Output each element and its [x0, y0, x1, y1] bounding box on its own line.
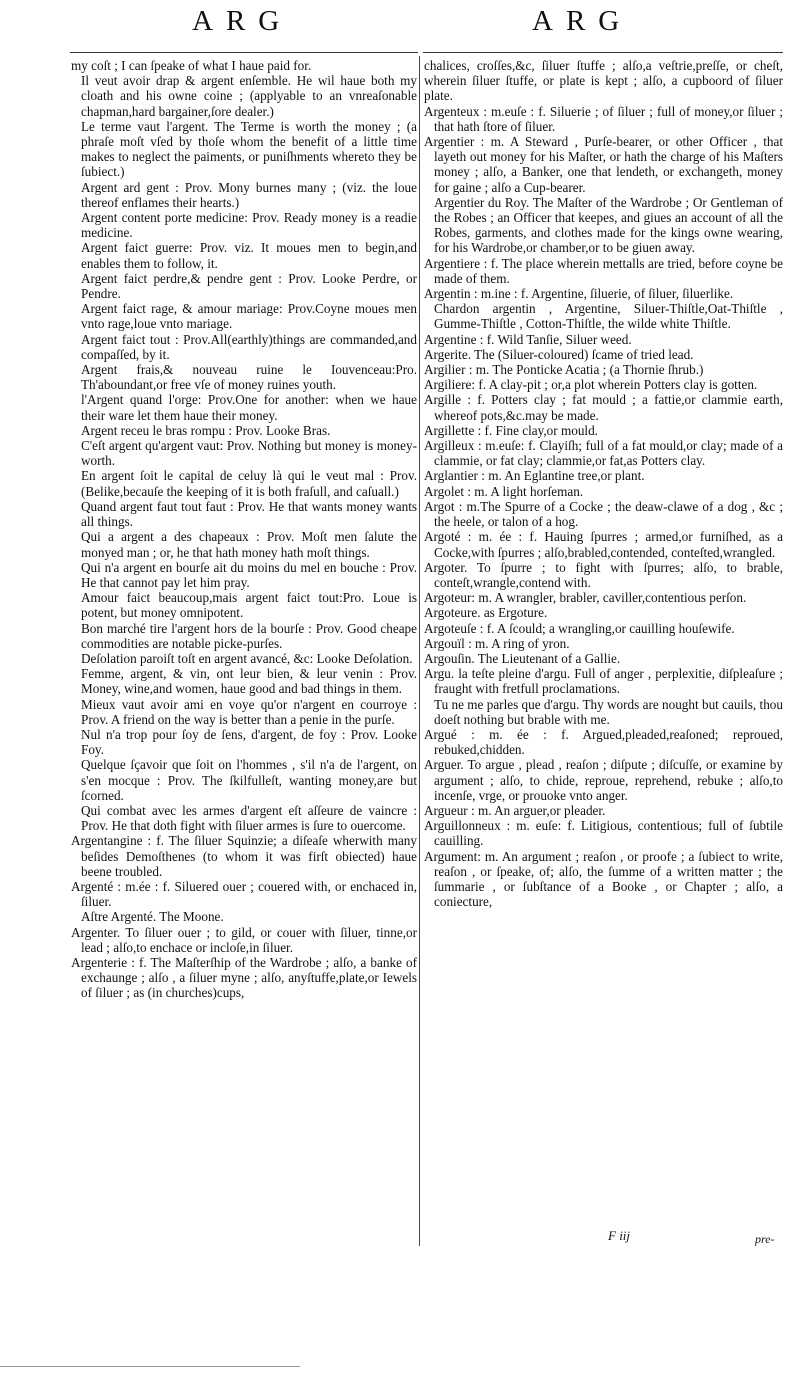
dictionary-entry: Argoteuſe : f. A ſcould; a wrangling,or cauilling houſewife.: [424, 620, 735, 636]
dictionary-entry: Qui n'a argent en bourſe ait du moins du mel en bouche : Prov. He that cannot pay let him pray.: [81, 559, 417, 590]
left-column: [71, 58, 417, 1001]
dictionary-entry: Argouſin. The Lieutenant of a Gallie.: [424, 650, 621, 666]
dictionary-entry: Arguillonneux : m. euſe: f. Litigious, contentious; full of ſubtile cauilling.: [424, 818, 783, 849]
dictionary-entry: Argenterie : f. The Maſterſhip of the Wardrobe ; alſo, a banke of exchaunge ; alſo , a ſiluer myne ; alſo, anyſtuffe,plate,or Iewels of ſiluer ; as (in churches)cups,: [71, 954, 417, 1001]
dictionary-entry: Argueur : m. An arguer,or pleader.: [424, 802, 606, 818]
dictionary-entry: Argu. la teſte pleine d'argu. Full of anger , perplexitie, diſpleaſure ; fraught with fretfull proclamations.: [424, 666, 783, 697]
dictionary-entry: Argerite. The (Siluer-coloured) ſcame of tried lead.: [424, 346, 694, 362]
dictionary-entry: chalices, croſſes,&c, ſiluer ſtuffe ; alſo,a veſtrie,preſſe, or cheſt, wherein ſiluer ſtuffe, or plate is kept ; alſo, a cupboord of ſiluer plate.: [424, 58, 783, 104]
dictionary-entry: Argentin : m.ine : f. Argentine, ſiluerie, of ſiluer, ſiluerlike.: [424, 286, 734, 302]
dictionary-entry: my coſt ; I can ſpeake of what I haue paid for.: [71, 58, 312, 73]
column-divider: [419, 56, 420, 1246]
dictionary-entry: Argument: m. An argument ; reaſon , or proofe ; a ſubiect to write, reaſon , or ſpeake, of; alſo, the ſumme of a written matter ; the ſummarie , or ſubſtance of a Booke , or Chapter ; alſo, a coniecture,: [424, 848, 783, 910]
dictionary-entry: Le terme vaut l'argent. The Terme is worth the money ; (a phraſe moſt vſed by thoſe whom the benefit of a little time makes to neglect the paiments, or puniſhments whereto they be ſubiect.): [81, 118, 417, 180]
dictionary-entry: l'Argent quand l'orge: Prov.One for another: when we haue their ware let them haue their money.: [81, 392, 417, 423]
dictionary-entry: Argoteure. as Ergoture.: [424, 605, 548, 621]
dictionary-entry: Argolet : m. A light horſeman.: [424, 483, 584, 499]
dictionary-entry: Argent receu le bras rompu : Prov. Looke Bras.: [81, 422, 331, 438]
dictionary-entry: Argent faict guerre: Prov. viz. It moues men to begin,and enables them to follow, it.: [81, 240, 417, 271]
dictionary-entry: Mieux vaut avoir ami en voye qu'or n'argent en courroye : Prov. A friend on the way is better than a penie in the purſe.: [81, 696, 417, 727]
dictionary-entry: Bon marché tire l'argent hors de la bourſe : Prov. Good cheape commodities are notable picke-purſes.: [81, 620, 417, 651]
dictionary-entry: Chardon argentin , Argentine, Siluer-Thiſtle,Oat-Thiſtle , Gumme-Thiſtle , Cotton-Thiſtle, the wilde white Thiſtle.: [434, 301, 783, 332]
dictionary-entry: Amour faict beaucoup,mais argent faict tout:Pro. Loue is potent, but money omnipotent.: [81, 590, 417, 621]
dictionary-entry: Argenter. To ſiluer ouer ; to gild, or couer with ſiluer, tinne,or lead ; alſo,to enchace or incloſe,in ſiluer.: [71, 924, 417, 955]
dictionary-entry: Il veut avoir drap & argent enſemble. He wil haue both my cloath and his owne coine ; (applyable to an vnreaſonable chapman,hard bargainer,ſore dealer.): [81, 73, 417, 119]
running-head-left: ARG: [192, 5, 293, 37]
dictionary-entry: Argent content porte medicine: Prov. Ready money is a readie medicine.: [81, 210, 417, 241]
dictionary-entry: Deſolation paroiſt toſt en argent avancé, &c: Looke Deſolation.: [81, 650, 413, 666]
dictionary-entry: Argent faict rage, & amour mariage: Prov.Coyne moues men vnto rage,loue vnto mariage.: [81, 301, 417, 332]
dictionary-entry: Argué : m. ée : f. Argued,pleaded,reaſoned; reproued, rebuked,chidden.: [424, 726, 783, 758]
dictionary-entry: Nul n'a trop pour ſoy de ſens, d'argent, de foy : Prov. Looke Foy.: [81, 726, 417, 758]
running-head-right: ARG: [532, 5, 633, 37]
dictionary-entry: Argoter. To ſpurre ; to fight with ſpurres; alſo, to brable, conteſt,wrangle,contend with.: [424, 559, 783, 590]
dictionary-entry: Argentiere : f. The place wherein mettalls are tried, before coyne be made of them.: [424, 255, 783, 286]
dictionary-entry: Argentine : f. Wild Tanſie, Siluer weed.: [424, 331, 632, 347]
dictionary-entry: Argentier du Roy. The Maſter of the Wardrobe ; Or Gentleman of the Robes ; an Officer that keepes, and giues an account of all the Robes, garments, and clothes made for the kings owne wearing, for his Wardrobe,or chamber,or to be giuen away.: [434, 194, 783, 256]
dictionary-entry: Argillette : f. Fine clay,or mould.: [424, 422, 598, 438]
dictionary-entry: Argent ard gent : Prov. Mony burnes many ; (viz. the loue thereof enflames their hearts.): [81, 179, 417, 210]
head-rule-right: [423, 52, 783, 53]
dictionary-entry: Argouïl : m. A ring of yron.: [424, 635, 570, 651]
dictionary-entry: C'eſt argent qu'argent vaut: Prov. Nothing but money is money-worth.: [81, 438, 417, 469]
dictionary-entry: Argent faict tout : Prov.All(earthly)things are commanded,and compaſſed, by it.: [81, 331, 417, 362]
dictionary-entry: Argentangine : f. The ſiluer Squinzie; a diſeaſe wherwith many beſides Demoſthenes (to whom it was firſt obiected) haue beene troubled.: [71, 833, 417, 879]
dictionary-entry: Argilleux : m.euſe: f. Clayiſh; full of a fat mould,or clay; made of a clammie, or fat clay; clammie,or fat,as Potters clay.: [424, 438, 783, 469]
right-column: [424, 58, 783, 909]
head-rule-left: [70, 52, 418, 53]
dictionary-entry: Argenté : m.ée : f. Siluered ouer ; couered with, or enchaced in, ſiluer.: [71, 878, 417, 910]
dictionary-entry: Argent faict perdre,& pendre gent : Prov. Looke Perdre, or Pendre.: [81, 270, 417, 302]
dictionary-entry: Argoté : m. ée : f. Hauing ſpurres ; armed,or furniſhed, as a Cocke,with ſpurres ; alſo,brabled,contended, conteſted,wrangled.: [424, 529, 783, 560]
dictionary-entry: Qui combat avec les armes d'argent eſt aſſeure de vaincre : Prov. He that doth fight with ſiluer armes is ſure to ouercome.: [81, 802, 417, 834]
dictionary-entry: Argot : m.The Spurre of a Cocke ; the deaw-clawe of a dog , &c ; the heele, or talon of a hog.: [424, 498, 783, 530]
dictionary-entry: Arglantier : m. An Eglantine tree,or plant.: [424, 468, 645, 484]
bottom-rule: [0, 1366, 300, 1367]
dictionary-entry: Quelque ſçavoir que ſoit on l'hommes , s'il n'a de l'argent, on s'en mocque : Prov. The ſkilfulleſt, wanting money,are but ſcorned.: [81, 757, 417, 803]
dictionary-entry: Argilier : m. The Ponticke Acatia ; (a Thornie ſhrub.): [424, 362, 704, 378]
dictionary-entry: Argoteur: m. A wrangler, brabler, caviller,contentious perſon.: [424, 590, 747, 606]
catchword: pre-: [755, 1232, 775, 1246]
dictionary-entry: Aſtre Argenté. The Moone.: [81, 909, 224, 925]
signature-mark: F iij: [608, 1228, 631, 1243]
dictionary-entry: Argiliere: f. A clay-pit ; or,a plot wherein Potters clay is gotten.: [424, 377, 758, 393]
dictionary-entry: Argent frais,& nouveau ruine le Iouvenceau:Pro. Th'aboundant,or free vſe of money ruines youth.: [81, 362, 417, 393]
dictionary-entry: Argille : f. Potters clay ; fat mould ; a fattie,or clammie earth, whereof pots,&c.may be made.: [424, 392, 783, 423]
dictionary-entry: Argentier : m. A Steward , Purſe-bearer, or other Officer , that layeth out money for his Maſter, or hath the charge of his Maſters money ; alſo, a Banker, one that lendeth, or exchangeth, money for gaine ; alſo a Cup-bearer.: [424, 134, 783, 195]
dictionary-entry: Arguer. To argue , plead , reaſon ; diſpute ; diſcuſſe, or examine by argument ; alſo, to chide, reproue, reprehend, rebuke ; alſo,to incenſe, vrge, or prouoke vnto anger.: [424, 757, 783, 803]
dictionary-entry: Tu ne me parles que d'argu. Thy words are nought but cauils, thou doeſt nothing but brable with me.: [434, 696, 783, 727]
dictionary-entry: Qui a argent a des chapeaux : Prov. Moſt men ſalute the monyed man ; or, he that hath money hath moſt things.: [81, 529, 417, 560]
dictionary-entry: En argent ſoit le capital de celuy là qui le veut mal : Prov. (Belike,becauſe the keeping of it is both fraſull, and caſuall.): [81, 468, 417, 499]
dictionary-entry: Quand argent faut tout faut : Prov. He that wants money wants all things.: [81, 498, 417, 530]
dictionary-entry: Femme, argent, & vin, ont leur bien, & leur venin : Prov. Money, wine,and women, haue good and bad things in them.: [81, 666, 417, 697]
dictionary-entry: Argenteux : m.euſe : f. Siluerie ; of ſiluer ; full of money,or ſiluer ; that hath ſtore of ſiluer.: [424, 103, 783, 134]
